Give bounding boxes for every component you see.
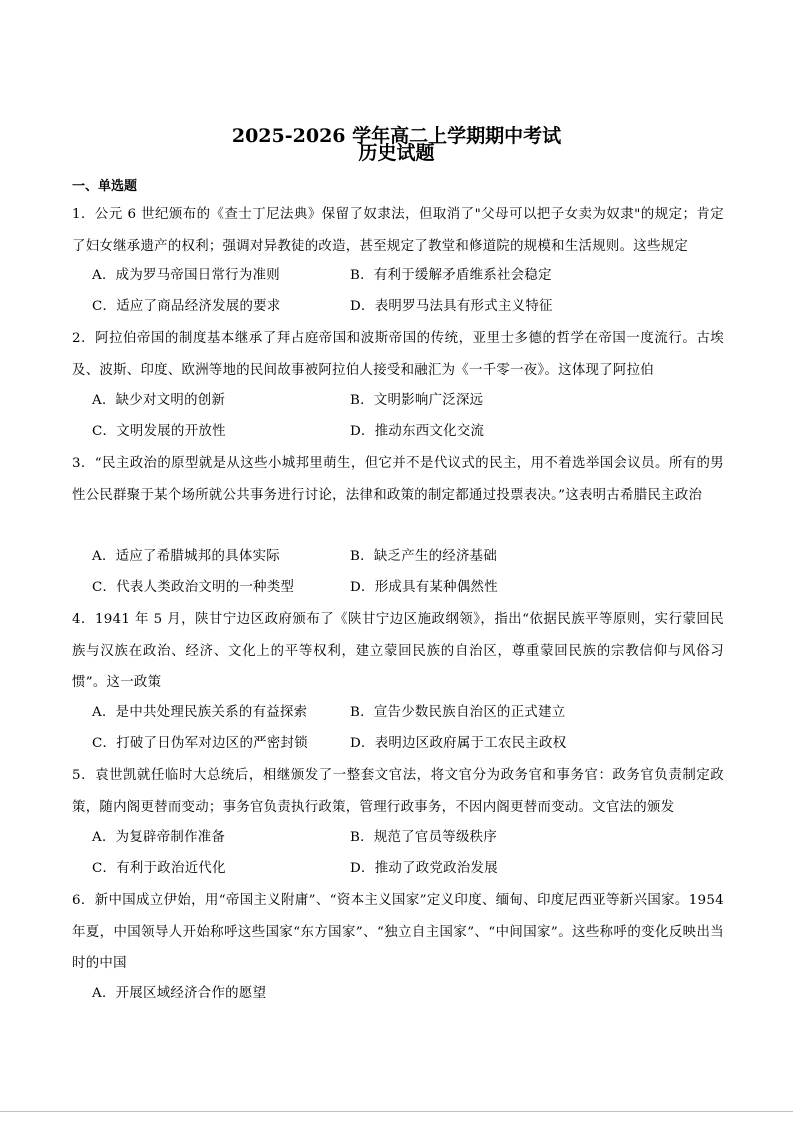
question-3-stem: 3．“民主政治的原型就是从这些小城邦里萌生，但它并不是代议式的民主，用不着选举国会议员。所有的男性公民群聚于某个场所就公共事务进行讨论，法律和政策的制定都通过投票表决。”这表明古希腊民主政治 — [72, 456, 724, 503]
question-6-stem: 6．新中国成立伊始，用“帝国主义附庸”、“资本主义国家”定义印度、缅甸、印度尼西亚等新兴国家。1954 年夏，中国领导人开始称呼这些国家“东方国家”、“独立自主国家”、“中间国家”。这些称呼的变化反映出当时的中国 — [72, 893, 724, 971]
question-3-option-a[interactable]: A．适应了希腊城邦的具体实际 — [92, 549, 280, 564]
question-1-option-b[interactable]: B．有利于缓解矛盾维系社会稳定 — [350, 268, 552, 283]
question-4-option-d[interactable]: D．表明边区政府属于工农民主政权 — [350, 736, 567, 751]
section-heading: 一、单选题 — [72, 179, 138, 194]
question-4-option-c[interactable]: C．打破了日伪军对边区的严密封锁 — [92, 736, 308, 751]
question-2-option-c[interactable]: C．文明发展的开放性 — [92, 424, 226, 439]
question-3-option-c[interactable]: C．代表人类政治文明的一种类型 — [92, 580, 295, 595]
question-5-stem: 5．袁世凯就任临时大总统后，相继颁发了一整套文官法，将文官分为政务官和事务官：政务官负责制定政策，随内阁更替而变动；事务官负责执行政策，管理行政事务，不因内阁更替而变动。文官法的颁发 — [72, 768, 724, 815]
exam-subject: 历史试题 — [358, 142, 435, 164]
exam-title: 2025-2026 学年高二上学期期中考试 — [231, 125, 562, 147]
page-bottom-divider — [0, 1111, 793, 1112]
question-2-option-d[interactable]: D．推动东西文化交流 — [350, 424, 485, 439]
question-6-option-a[interactable]: A．开展区域经济合作的愿望 — [92, 986, 267, 1001]
question-1-option-d[interactable]: D．表明罗马法具有形式主义特征 — [350, 299, 553, 314]
question-5-option-d[interactable]: D．推动了政党政治发展 — [350, 861, 498, 876]
question-4-option-a[interactable]: A．是中共处理民族关系的有益探索 — [92, 705, 308, 720]
question-1-stem: 1．公元 6 世纪颁布的《查士丁尼法典》保留了奴隶法，但取消了"父母可以把子女卖为奴隶"的规定；肯定了妇女继承遗产的权利；强调对异教徒的改造，甚至规定了教堂和修道院的规模和生活规则。这些规定 — [72, 207, 724, 254]
question-1-option-c[interactable]: C．适应了商品经济发展的要求 — [92, 299, 281, 314]
question-2-option-a[interactable]: A．缺少对文明的创新 — [92, 393, 226, 408]
question-1-option-a[interactable]: A．成为罗马帝国日常行为准则 — [92, 268, 280, 283]
question-5-option-a[interactable]: A．为复辟帝制作准备 — [92, 830, 226, 845]
question-3-option-b[interactable]: B．缺乏产生的经济基础 — [350, 549, 498, 564]
question-2-option-b[interactable]: B．文明影响广泛深远 — [350, 393, 484, 408]
question-3-option-d[interactable]: D．形成具有某种偶然性 — [350, 580, 498, 595]
question-5-option-c[interactable]: C．有利于政治近代化 — [92, 861, 226, 876]
question-5-option-b[interactable]: B．规范了官员等级秩序 — [350, 830, 498, 845]
question-4-option-b[interactable]: B．宣告少数民族自治区的正式建立 — [350, 705, 566, 720]
question-4-stem: 4．1941 年 5 月，陕甘宁边区政府颁布了《陕甘宁边区施政纲领》，指出“依据民族平等原则，实行蒙回民族与汉族在政治、经济、文化上的平等权利，建立蒙回民族的自治区，尊重蒙回民族的宗教信仰与风俗习惯”。这一政策 — [72, 612, 724, 690]
question-2-stem: 2．阿拉伯帝国的制度基本继承了拜占庭帝国和波斯帝国的传统，亚里士多德的哲学在帝国一度流行。古埃及、波斯、印度、欧洲等地的民间故事被阿拉伯人接受和融汇为《一千零一夜》。这体现了阿拉伯 — [72, 331, 724, 378]
